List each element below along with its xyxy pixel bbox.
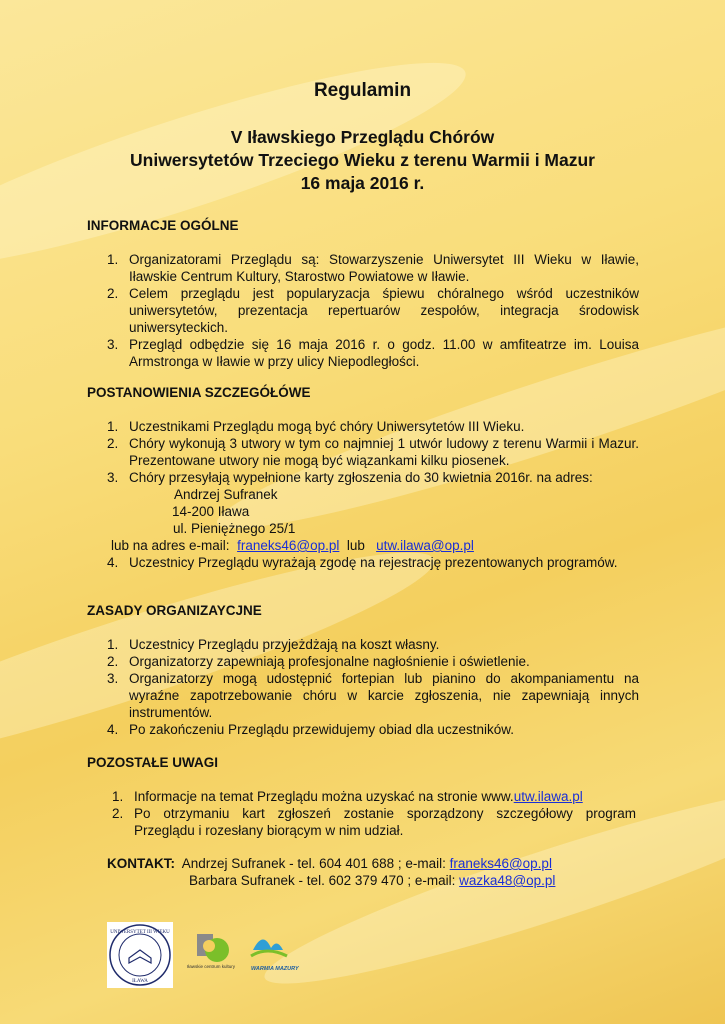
list-text: Uczestnicy Przeglądu wyrażają zgodę na rejestrację prezentowanych programów. [129, 555, 618, 570]
list-number: 1. [107, 419, 119, 434]
list-item [107, 435, 639, 469]
list-item [107, 636, 639, 653]
list-text: Informacje na temat Przeglądu można uzyskać na stronie www. [134, 789, 514, 804]
website-link[interactable]: utw.ilawa.pl [513, 789, 583, 804]
list-number: 3. [107, 671, 119, 686]
list-text: Po zakończeniu Przeglądu przewidujemy obiad dla uczestników. [129, 722, 514, 737]
list-text: Organizatorami Przeglądu są: Stowarzyszenie Uniwersytet III Wieku w Iławie, Iławskie Centrum Kultury, Starostwo Powiatowe w Iławie. [129, 252, 639, 284]
contact-text: Andrzej Sufranek - tel. 604 401 688 ; e-mail: [181, 856, 450, 871]
list-item [107, 721, 639, 738]
list-text: Chóry wykonują 3 utwory w tym co najmniej 1 utwór ludowy z terenu Warmii i Mazur. Prezentowane utwory nie mogą być wiązankami kilku piosenek. [129, 436, 639, 468]
list-item [112, 805, 636, 839]
list-item [107, 251, 639, 285]
section-heading-organization: ZASADY ORGANIZAYCJNE [87, 603, 262, 618]
contact-email-link[interactable]: franeks46@op.pl [449, 856, 552, 871]
list-number: 3. [107, 337, 119, 352]
list-number: 4. [107, 555, 119, 570]
list-number: 3. [107, 470, 119, 485]
address-street: ul. Pieniężnego 25/1 [173, 521, 296, 536]
address-name: Andrzej Sufranek [174, 487, 278, 502]
subtitle-line-2: Uniwersytetów Trzeciego Wieku z terenu Warmii i Mazur [130, 150, 595, 170]
seal-text: UNIWERSYTET III WIEKU [110, 930, 170, 935]
culture-center-logo [187, 934, 236, 969]
address-postal: 14-200 Iława [172, 504, 250, 519]
contact-email-link[interactable]: wazka48@op.pl [459, 873, 556, 888]
organization-list [107, 636, 639, 738]
contact-row-2 [189, 872, 555, 889]
email-link-utw[interactable]: utw.ilawa@op.pl [376, 538, 474, 553]
email-or: lub [346, 538, 365, 553]
contact-text: Barbara Sufranek - tel. 602 379 470 ; e-mail: [189, 873, 460, 888]
warmia-mazury-logo [251, 939, 300, 972]
list-item [107, 336, 639, 370]
section-heading-general: INFORMACJE OGÓLNE [87, 218, 239, 233]
list-number: 2. [112, 806, 124, 821]
list-number: 1. [107, 637, 119, 652]
list-item [112, 788, 636, 805]
warmia-green-stroke [251, 951, 287, 956]
list-text: Uczestnicy Przeglądu przyjeżdżają na koszt własny. [129, 637, 440, 652]
list-text: Chóry przesyłają wypełnione karty zgłoszenia do 30 kwietnia 2016r. na adres: [129, 470, 593, 485]
list-text: Celem przeglądu jest popularyzacja śpiewu chóralnego wśród uczestników uniwersytetów, prezentacja repertuarów zespołów, integracja środowisk uniwersyteckich. [129, 286, 639, 335]
detailed-list [107, 418, 639, 571]
list-number: 2. [107, 436, 119, 451]
seal-bottom-text: IŁAWA [132, 979, 148, 984]
list-text: Organizatorzy mogą udostępnić fortepian lub pianino do akompaniamentu na wyraźne zapotrzebowanie chóru w karcie zgłoszenia, nie zapewniają innych instrumentów. [129, 671, 639, 720]
list-item [107, 554, 639, 571]
warmia-wave [253, 939, 283, 950]
list-number: 2. [107, 286, 119, 301]
section-heading-detailed: POSTANOWIENIA SZCZEGÓŁÓWE [87, 385, 311, 400]
email-line [111, 537, 639, 554]
email-link-franeks[interactable]: franeks46@op.pl [237, 538, 340, 553]
subtitle-line-1: V Iławskiego Przeglądu Chórów [230, 127, 495, 147]
list-number: 1. [107, 252, 119, 267]
warmia-text: WARMIA MAZURY [251, 966, 299, 972]
logos-row [105, 920, 305, 990]
ick-text: Iławskie centrum kultury [187, 964, 236, 969]
list-item [107, 418, 639, 435]
subtitle-line-3: 16 maja 2016 r. [300, 173, 425, 193]
list-text: Organizatorzy zapewniają profesjonalne nagłośnienie i oświetlenie. [129, 654, 530, 669]
ick-cutout [203, 940, 215, 952]
logos-graphic [105, 920, 305, 990]
contact-row-1 [107, 855, 552, 872]
list-number: 2. [107, 654, 119, 669]
other-list [112, 788, 636, 839]
list-item [107, 469, 639, 554]
general-list [107, 251, 639, 370]
list-number: 4. [107, 722, 119, 737]
list-item [107, 653, 639, 670]
list-text: Uczestnikami Przeglądu mogą być chóry Uniwersytetów III Wieku. [129, 419, 525, 434]
email-prefix: lub na adres e-mail: [111, 538, 230, 553]
list-text: Po otrzymaniu kart zgłoszeń zostanie sporządzony szczegółowy program Przeglądu i rozesłany biorącym w nim udział. [134, 806, 636, 838]
list-text: Przegląd odbędzie się 16 maja 2016 r. o godz. 11.00 w amfiteatrze im. Louisa Armstronga w Iławie w przy ulicy Niepodległości. [129, 337, 639, 369]
list-number: 1. [112, 789, 124, 804]
document-title: Regulamin [313, 80, 412, 101]
list-item [107, 285, 639, 336]
section-heading-other: POZOSTAŁE UWAGI [87, 755, 218, 770]
list-item [107, 670, 639, 721]
contact-label: KONTAKT: [107, 856, 175, 871]
university-seal-logo [107, 922, 173, 988]
